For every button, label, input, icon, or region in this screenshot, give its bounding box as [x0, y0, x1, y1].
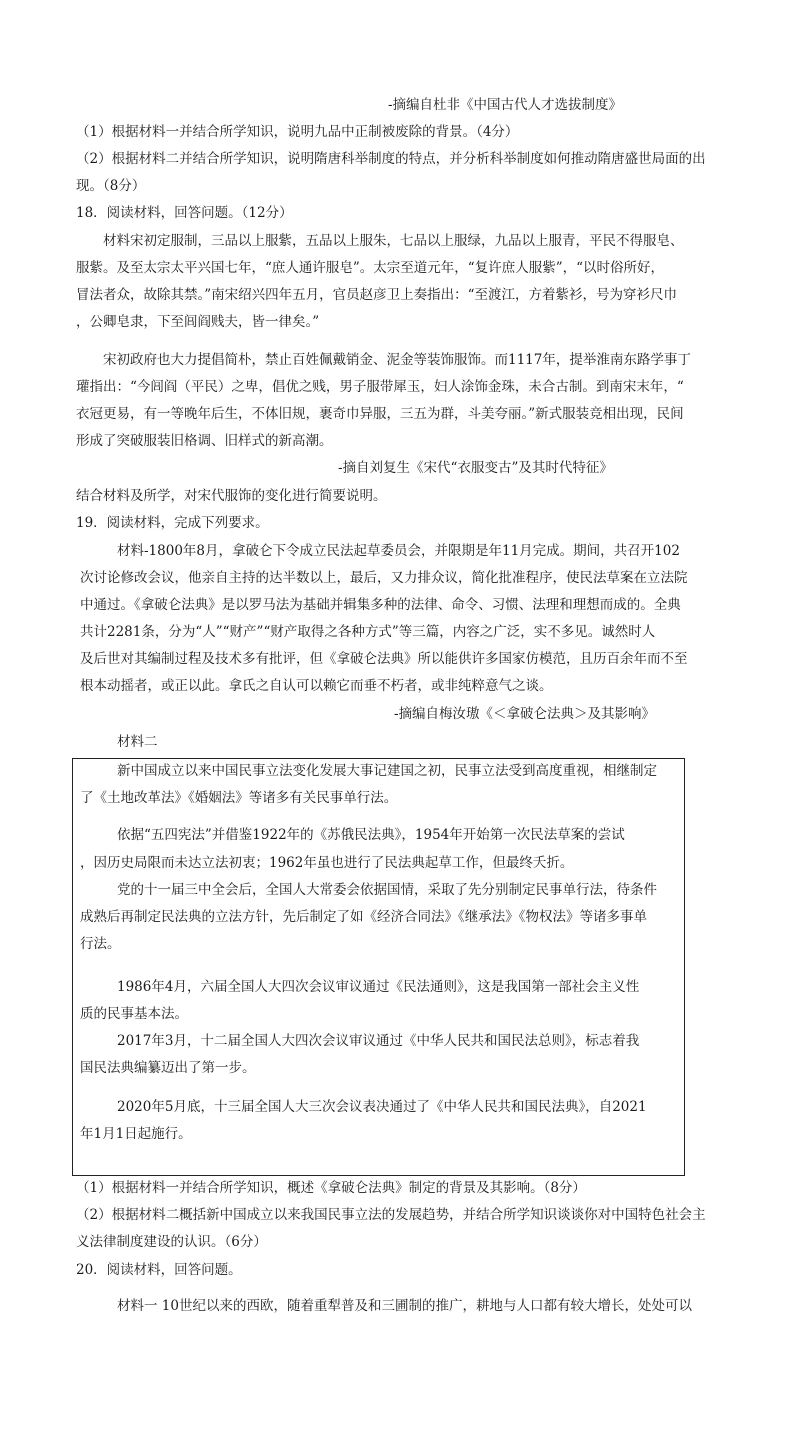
q18-p1-line2: 服紫。及至太宗太平兴国七年，“庶人通许服皂”。太宗至道元年，“复许庶人服紫”，“以时俗所好， [76, 260, 665, 276]
q19-m1-line5: 及后世对其编制过程及技术多有批评，但《拿破仑法典》所以能供许多国家仿模范，且历百余年而不至 [80, 651, 688, 667]
q19-m1-line6: 根本动摇者，或正以此。拿氏之自认可以赖它而垂不朽者，或非纯粹意气之谈。 [80, 678, 553, 694]
q17-sub1: （1）根据材料一并结合所学知识，说明九品中正制被废除的背景。（4分） [76, 124, 519, 140]
q19-m1-source: -摘编自梅汝璈《＜拿破仑法典＞及其影响》 [394, 706, 656, 722]
q18-source: -摘自刘复生《宋代“衣服变古”及其时代特征》 [338, 460, 613, 476]
q18-question: 结合材料及所学，对宋代服饰的变化进行简要说明。 [76, 488, 387, 504]
box-line-10: 2017年3月，十二届全国人大四次会议审议通过《中华人民共和国民法总则》，标志着我 [117, 1033, 640, 1049]
q17-sub2-line1: （2）根据材料二并结合所学知识，说明隋唐科举制度的特点，并分析科举制度如何推动隋唐盛世局面的出 [76, 151, 706, 167]
q19-m1-line1: 材料-1800年8月，拿破仑下令成立民法起草委员会，并限期是年11月完成。期间，共召开102 [117, 543, 680, 559]
box-line-12: 2020年5月底，十三届全国人大三次会议表决通过了《中华人民共和国民法典》，自2021 [117, 1099, 647, 1115]
q18-p2-line4: 形成了突破服装旧格调、旧样式的新高潮。 [76, 433, 333, 449]
q19-m1-line2: 次讨论修改会议，他亲自主持的达半数以上，最后，又力排众议，简化批准程序，使民法草案在立法院 [80, 570, 688, 586]
q19-title: 19．阅读材料，完成下列要求。 [76, 515, 269, 531]
box-line-7: 行法。 [80, 936, 121, 952]
q18-p2-line1: 宋初政府也大力提倡简朴，禁止百姓佩戴销金、泥金等装饰服饰。而1117年，提举淮南东路学事丁 [103, 352, 691, 368]
box-line-4: ，因历史局限而未达立法初衷；1962年虽也进行了民法典起草工作，但最终夭折。 [80, 855, 574, 871]
q19-m1-line3: 中通过。《拿破仑法典》是以罗马法为基础并辑集多种的法律、命令、习惯、法理和理想而成的。全典 [80, 597, 681, 613]
q19-sub2-line1: （2）根据材料二概括新中国成立以来我国民事立法的发展趋势，并结合所学知识谈谈你对中国特色社会主 [76, 1207, 706, 1223]
q17-sub2-line2: 现。（8分） [76, 178, 146, 194]
q18-p2-line3: 衣冠更易，有一等晚年后生，不体旧规，裹奇巾异服，三五为群，斗美夸丽。”新式服装竞相出现，民间 [76, 406, 684, 422]
q19-m2-label: 材料二 [117, 734, 158, 750]
q18-p1-line4: ，公卿皂隶，下至闾阎贱夫，皆一律矣。” [76, 314, 320, 330]
q18-p2-line2: 瓘指出：“今闾阎（平民）之卑，倡优之贱，男子服带犀玉，妇人涂饰金珠，未合古制。到南宋末年，“ [76, 379, 684, 395]
box-line-3: 依据“五四宪法”并借鉴1922年的《苏俄民法典》，1954年开始第一次民法草案的尝试 [117, 827, 625, 843]
q20-m1-line1: 材料一 10世纪以来的西欧，随着重犁普及和三圃制的推广，耕地与人口都有较大增长，处处可以 [117, 1298, 692, 1314]
q18-p1-line3: 冒法者众，故除其禁。”南宋绍兴四年五月，官员赵彦卫上奏指出：“至渡江，方着紫衫，号为穿衫尺巾 [76, 287, 678, 303]
q18-p1-line1: 材料宋初定服制，三品以上服紫，五品以上服朱，七品以上服绿，九品以上服青，平民不得服皂、 [103, 233, 684, 249]
q20-title: 20．阅读材料，回答问题。 [76, 1262, 242, 1278]
box-line-5: 党的十一届三中全会后，全国人大常委会依据国情，采取了先分别制定民事单行法，待条件 [117, 882, 657, 898]
q19-sub2-line2: 义法律制度建设的认识。（6分） [76, 1234, 267, 1250]
box-line-9: 质的民事基本法。 [80, 1006, 188, 1022]
q19-m1-line4: 共计2281条，分为“人”“财产”“财产取得之各种方式”等三篇，内容之广泛，实不多见。诚然时人 [80, 624, 656, 640]
box-line-13: 年1月1日起施行。 [80, 1126, 192, 1142]
q17-source: -摘编自杜非《中国古代人才选拔制度》 [388, 97, 623, 113]
box-line-2: 了《土地改革法》《婚姻法》等诸多有关民事单行法。 [80, 790, 398, 806]
q19-sub1: （1）根据材料一并结合所学知识，概述《拿破仑法典》制定的背景及其影响。（8分） [76, 1180, 586, 1196]
box-line-6: 成熟后再制定民法典的立法方针，先后制定了如《经济合同法》《继承法》《物权法》等诸多事单 [80, 909, 647, 925]
box-line-8: 1986年4月，六届全国人大四次会议审议通过《民法通则》，这是我国第一部社会主义性 [117, 979, 640, 995]
box-line-1: 新中国成立以来中国民事立法变化发展大事记建国之初，民事立法受到高度重视，相继制定 [117, 763, 657, 779]
q18-title: 18．阅读材料，回答问题。（12分） [76, 205, 293, 221]
box-line-11: 国民法典编纂迈出了第一步。 [80, 1060, 256, 1076]
